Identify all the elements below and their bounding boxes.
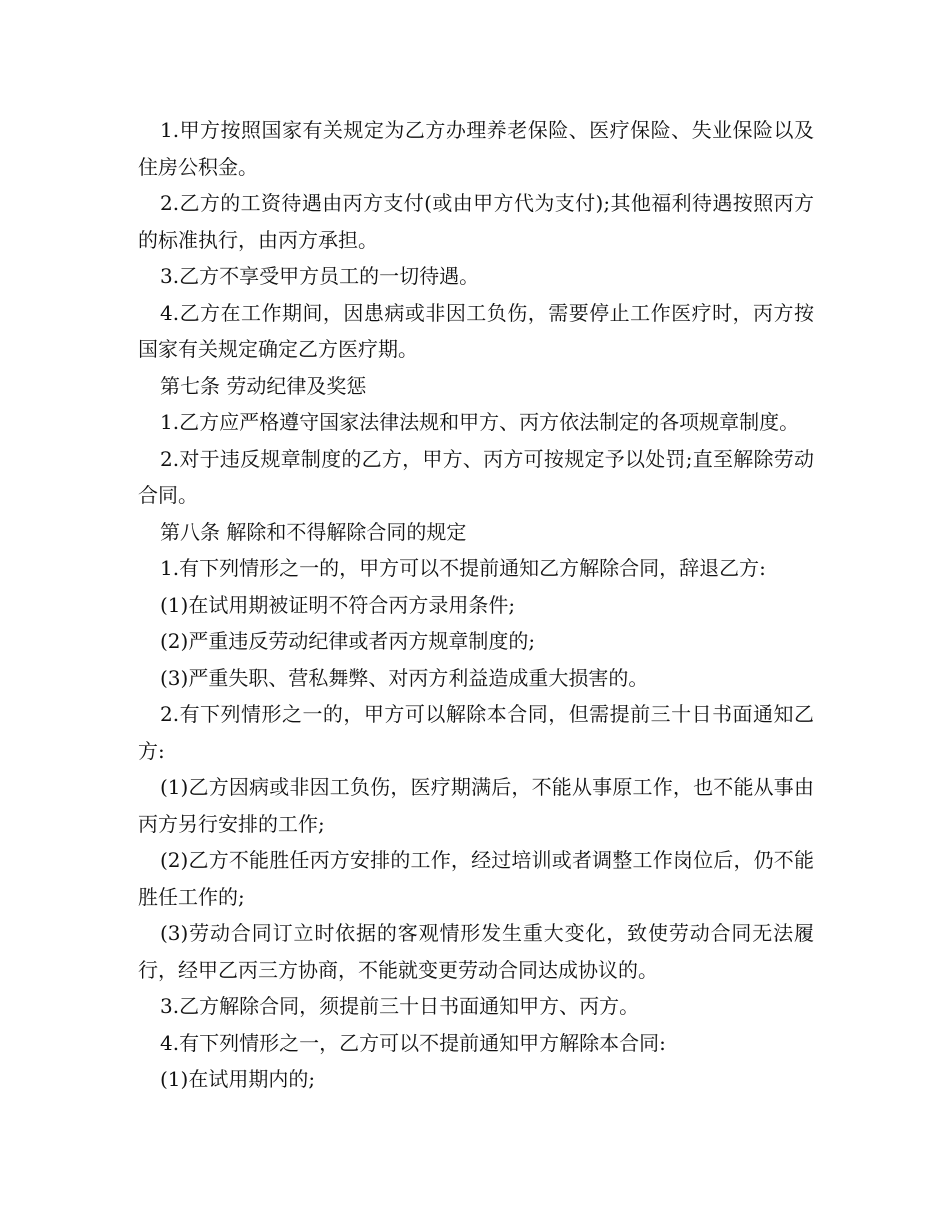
clause-item: 1.有下列情形之一的，甲方可以不提前通知乙方解除合同，辞退乙方:	[160, 556, 766, 580]
sub-clause-item: (3)劳动合同订立时依据的客观情形发生重大变化，致使劳动合同无法履行，经甲乙丙三方协商，不能就变更劳动合同达成协议的。	[138, 921, 814, 982]
sub-clause-item: (1)在试用期被证明不符合丙方录用条件;	[160, 592, 516, 617]
clause-item: 3.乙方不享受甲方员工的一切待遇。	[160, 264, 480, 288]
clause-item: 2.乙方的工资待遇由丙方支付(或由甲方代为支付);其他福利待遇按照丙方的标准执行，由丙方承担。	[138, 191, 814, 252]
sub-clause-item: (1)乙方因病或非因工负伤，医疗期满后，不能从事原工作，也不能从事由丙方另行安排的工作;	[138, 775, 814, 836]
clause-item: 2.有下列情形之一的，甲方可以解除本合同，但需提前三十日书面通知乙方:	[138, 702, 814, 763]
document-body	[138, 112, 814, 1098]
sub-clause-item: (2)乙方不能胜任丙方安排的工作，经过培训或者调整工作岗位后，仍不能胜任工作的;	[138, 848, 814, 909]
sub-clause-item: (2)严重违反劳动纪律或者丙方规章制度的;	[160, 629, 536, 653]
clause-item: 1.乙方应严格遵守国家法律法规和甲方、丙方依法制定的各项规章制度。	[160, 410, 800, 434]
article-heading: 第八条 解除和不得解除合同的规定	[160, 519, 467, 544]
clause-item: 4.乙方在工作期间，因患病或非因工负伤，需要停止工作医疗时，丙方按国家有关规定确定乙方医疗期。	[138, 300, 814, 361]
clause-item: 1.甲方按照国家有关规定为乙方办理养老保险、医疗保险、失业保险以及住房公积金。	[138, 118, 814, 179]
clause-item: 4.有下列情形之一，乙方可以不提前通知甲方解除本合同:	[160, 1030, 666, 1055]
clause-item: 2.对于违反规章制度的乙方，甲方、丙方可按规定予以处罚;直至解除劳动合同。	[138, 446, 814, 507]
clause-item: 3.乙方解除合同，须提前三十日书面通知甲方、丙方。	[160, 994, 640, 1018]
sub-clause-item: (3)严重失职、营私舞弊、对丙方利益造成重大损害的。	[160, 665, 649, 690]
sub-clause-item: (1)在试用期内的;	[160, 1067, 316, 1091]
article-heading: 第七条 劳动纪律及奖惩	[160, 373, 367, 398]
